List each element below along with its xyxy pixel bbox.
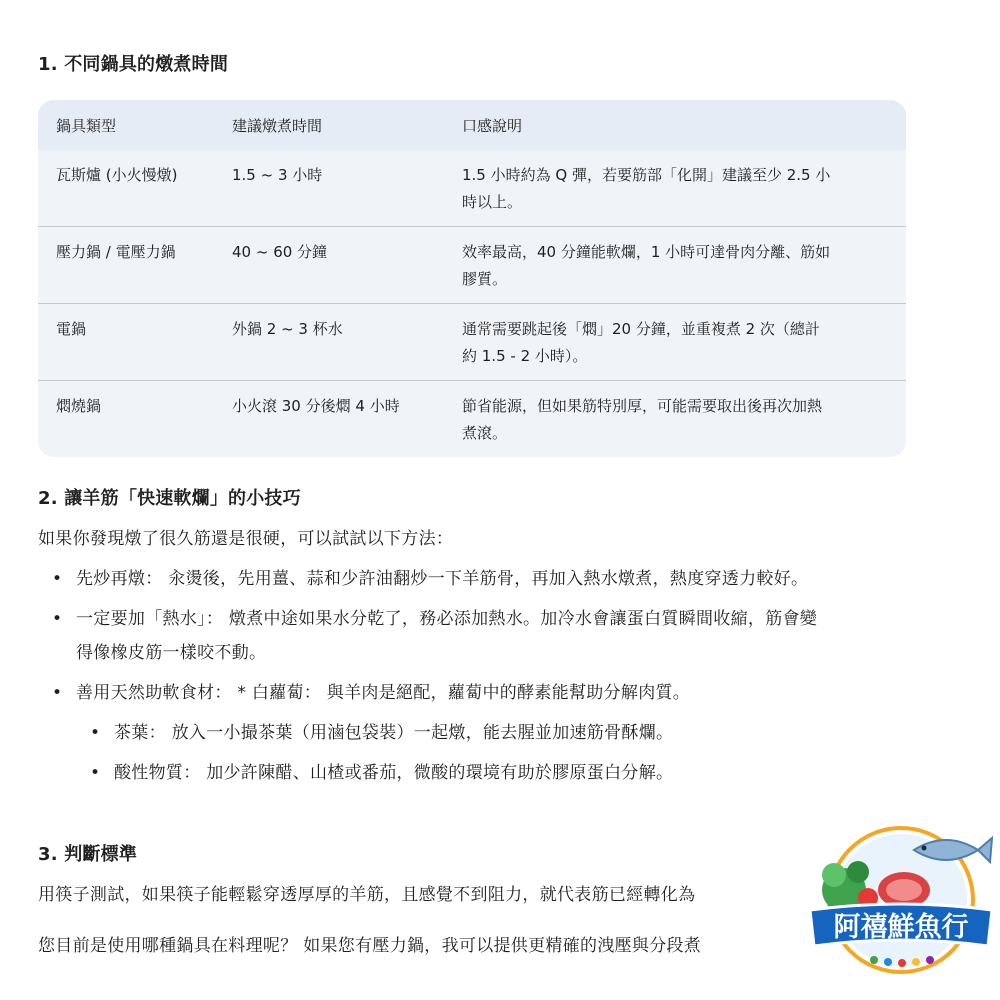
bullet-icon: • <box>90 723 101 743</box>
subtip-text: 酸性物質： 加少許陳醋、山楂或番茄，微酸的環境有助於膠原蛋白分解。 <box>114 763 674 783</box>
cell-type: 燜燒鍋 <box>56 397 102 415</box>
col-header-note: 口感說明 <box>462 116 523 135</box>
cell-note <box>444 393 906 457</box>
test-paragraph: 用筷子測試，如果筷子能輕鬆穿透厚厚的羊筋，且感覺不到阻力，就代表筋已經轉化為 <box>38 885 696 905</box>
cell-note-line: 約 1.5 - 2 小時）。 <box>462 347 588 365</box>
tip-text: 善用天然助軟食材： * 白蘿蔔： 與羊肉是絕配，蘿蔔中的酵素能幫助分解肉質。 <box>76 683 691 703</box>
col-header-time: 建議燉煮時間 <box>232 116 323 135</box>
cell-note-line: 膠質。 <box>462 270 508 288</box>
logo-text: 阿禧鮮魚行 <box>833 912 969 943</box>
question-paragraph: 您目前是使用哪種鍋具在料理呢？ 如果您有壓力鍋，我可以提供更精確的洩壓與分段煮 <box>38 936 702 956</box>
table-row <box>38 381 906 457</box>
cell-note-line: 通常需要跳起後「燜」20 分鐘，並重複煮 2 次（總計 <box>462 320 820 338</box>
cell-note <box>444 316 906 380</box>
cell-note-line: 節省能源，但如果筋特別厚，可能需要取出後再次加熱 <box>462 397 823 415</box>
bullet-icon: • <box>52 569 63 589</box>
bullet-icon: • <box>52 609 63 629</box>
cell-note-line: 時以上。 <box>462 193 523 211</box>
sub-list-item <box>38 716 968 750</box>
cell-time: 40 ~ 60 分鐘 <box>232 243 328 261</box>
cell-type: 電鍋 <box>56 320 87 338</box>
table-header-row <box>38 100 906 150</box>
table-row <box>38 304 906 381</box>
cell-type: 瓦斯爐 (小火慢燉) <box>56 166 178 184</box>
cell-time: 小火滾 30 分後燜 4 小時 <box>232 397 400 415</box>
tip-text: 先炒再燉： 汆燙後，先用薑、蒜和少許油翻炒一下羊筋骨，再加入熱水燉煮，熱度穿透力較好。 <box>76 569 809 589</box>
list-item <box>38 602 968 670</box>
bullet-icon: • <box>52 683 63 703</box>
col-header-type: 鍋具類型 <box>56 116 117 135</box>
list-item <box>38 676 968 710</box>
logo-graphic <box>806 820 996 980</box>
section-heading-cooking-times: 1. 不同鍋具的燉煮時間 <box>38 54 229 75</box>
tips-list <box>38 562 968 790</box>
cell-note-line: 煮滾。 <box>462 424 508 442</box>
list-item <box>38 562 968 596</box>
tips-intro: 如果你發現燉了很久筋還是很硬，可以試試以下方法： <box>38 529 454 549</box>
shop-logo <box>806 820 996 980</box>
cookware-table <box>38 100 906 457</box>
table-row <box>38 227 906 304</box>
cell-time: 外鍋 2 ~ 3 杯水 <box>232 320 343 338</box>
cell-note <box>444 162 906 226</box>
sub-list-item <box>38 756 968 790</box>
cell-time: 1.5 ~ 3 小時 <box>232 166 323 184</box>
bullet-icon: • <box>90 763 101 783</box>
tip-text: 一定要加「熱水」： 燉煮中途如果水分乾了，務必添加熱水。加冷水會讓蛋白質瞬間收縮，筋會變 <box>76 609 818 629</box>
cell-note-line: 1.5 小時約為 Q 彈，若要筋部「化開」建議至少 2.5 小 <box>462 166 831 184</box>
section-heading-tips: 2. 讓羊筋「快速軟爛」的小技巧 <box>38 488 301 509</box>
table-row <box>38 150 906 227</box>
subtip-text: 茶葉： 放入一小撮茶葉（用滷包袋裝）一起燉，能去腥並加速筋骨酥爛。 <box>114 723 674 743</box>
cell-note-line: 效率最高，40 分鐘能軟爛，1 小時可達骨肉分離、筋如 <box>462 243 831 261</box>
cell-note <box>444 239 906 303</box>
section-heading-judgement: 3. 判斷標準 <box>38 844 138 865</box>
tip-text-cont: 得像橡皮筋一樣咬不動。 <box>76 643 267 663</box>
cell-type: 壓力鍋 / 電壓力鍋 <box>56 243 176 261</box>
